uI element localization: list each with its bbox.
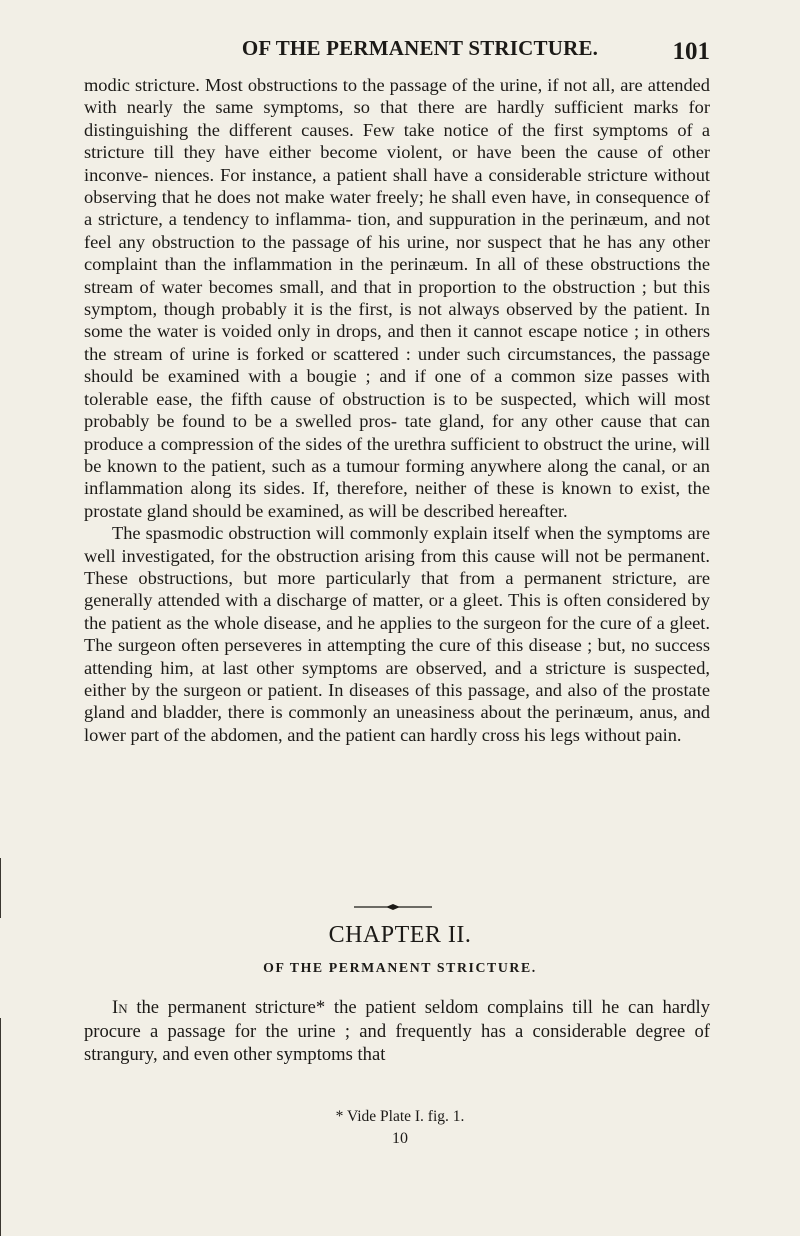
main-text: [84, 74, 710, 746]
page-number: 101: [672, 38, 710, 65]
page-edge-mark: [0, 1018, 1, 1236]
opening-word: In: [112, 997, 128, 1018]
paragraph-spasmodic: The spasmodic obstruction will commonly explain itself when the symptoms are well investigated, for the obstruction arising from this cause will not be permanent. These obstructions, but more particularly that from a permanent stricture, are generally attended with a discharge of matter, or a gleet. This is often considered by the patient as the whole disease, and he applies to the surgeon for the cure of a gleet. The surgeon often perseveres in attempting the cure of this disease ; but, no success attending him, at last other symptoms are observed, and a stricture is suspected, either by the surgeon or patient. In diseases of this passage, and also of the prostate gland and bladder, there is commonly an uneasiness about the perinæum, anus, and lower part of the abdomen, and the patient can hardly cross his legs without pain.: [84, 523, 710, 745]
chapter-title: CHAPTER II.: [328, 922, 472, 948]
signature-mark: 10: [392, 1130, 408, 1147]
page-edge-mark: [0, 858, 1, 918]
footnote: * Vide Plate I. fig. 1.: [335, 1108, 465, 1125]
chapter-opening-text: [84, 996, 710, 1067]
chapter-subtitle: OF THE PERMANENT STRICTURE.: [263, 960, 537, 975]
chapter-paragraph-body: the permanent stricture* the patient seldom complains till he can hardly procure a passage for the urine ; and frequently has a considerable degree of strangury, and even other symptoms that: [84, 997, 710, 1065]
paragraph-continued: modic stricture. Most obstructions to the passage of the urine, if not all, are attended with nearly the same symptoms, so that there are hardly sufficient marks for distinguishing the different causes. Few take notice of the first symptoms of a stricture till they have either become violent, or have been the cause of other inconve- niences. For instance, a patient shall have a considerable stricture without observing that he does not make water freely; he shall even have, in consequence of a stricture, a tendency to inflamma- tion, and suppuration in the perinæum, and not feel any obstruction to the passage of his urine, nor suspect that he has any other complaint than the inflammation in the perinæum. In all of these obstructions the stream of water becomes small, and that in proportion to the obstruction ; but this symptom, though probably it is the first, is not always observed by the patient. In some the water is voided only in drops, and then it cannot escape notice ; in others the stream of urine is forked or scattered : under such circumstances, the passage should be examined with a bougie ; and if one of a common size passes with tolerable ease, the fifth cause of obstruction is to be suspected, which will most probably be found to be a swelled pros- tate gland, for any other cause that can produce a compression of the sides of the urethra sufficient to obstruct the urine, will be known to the patient, such as a tumour forming anywhere along the canal, or an inflammation along its sides. If, therefore, neither of these is known to exist, the prostate gland should be examined, as will be described hereafter.: [84, 75, 710, 521]
running-head: OF THE PERMANENT STRICTURE.: [241, 36, 599, 60]
chapter-paragraph: [84, 996, 710, 1067]
ornamental-rule: [354, 902, 432, 912]
